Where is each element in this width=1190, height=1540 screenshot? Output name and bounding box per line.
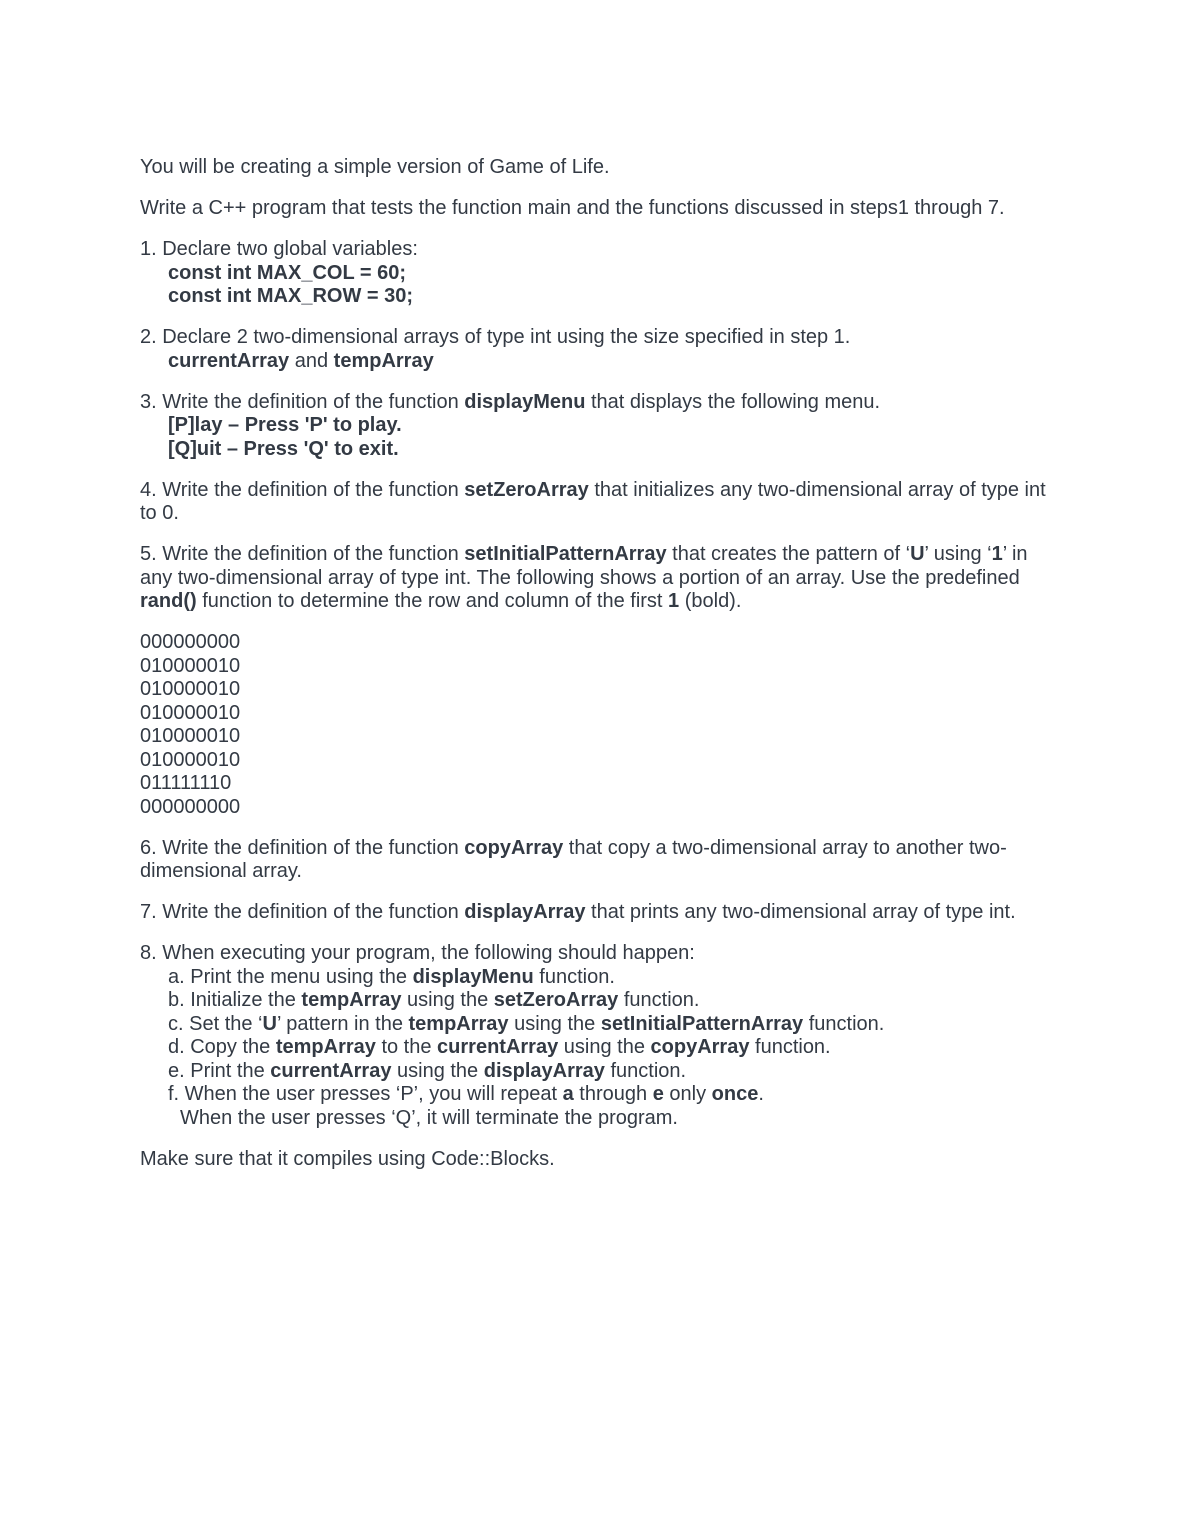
step-8e: e. Print the currentArray using the displayArray function. [168,1059,687,1082]
pattern-row: 000000000 [140,631,241,653]
task-paragraph: Write a C++ program that tests the function main and the functions discussed in steps1 through 7. [140,197,1005,219]
pattern-row: 010000010 [140,678,241,700]
pattern-row: 011111110 [140,772,232,794]
step-2-text: 2. Declare 2 two-dimensional arrays of type int using the size specified in step 1. [140,326,851,348]
intro-paragraph: You will be creating a simple version of Game of Life. [140,156,610,178]
step-8f-continuation: When the user presses ‘Q’, it will terminate the program. [180,1106,678,1129]
max-col-declaration: const int MAX_COL = 60; [168,261,407,284]
step-6 [140,837,1055,884]
pattern-grid [140,631,1055,819]
step-4 [140,479,1055,526]
step-3-text: 3. Write the definition of the function displayMenu that displays the following menu. [140,390,881,413]
pattern-row: 000000000 [140,795,241,818]
step-8d: d. Copy the tempArray to the currentArray using the copyArray function. [168,1036,831,1058]
step-8f: f. When the user presses ‘P’, you will repeat a through e only once. [168,1083,764,1105]
closing-paragraph: Make sure that it compiles using Code::Blocks. [140,1147,555,1170]
step-7-text: 7. Write the definition of the function displayArray that prints any two-dimensional array of type int. [140,901,1016,923]
pattern-row: 010000010 [140,701,241,724]
step-5 [140,543,1055,614]
pattern-row: 010000010 [140,748,241,771]
step-8 [140,942,1055,1130]
step-5-text: 5. Write the definition of the function setInitialPatternArray that creates the pattern of ‘U’ using ‘1’ in any two-dimensional array of type int. The following shows a portion of an array. Use the predefined rand() function to determine the row and column of the first 1 (bold). [140,543,1028,612]
step-7 [140,901,1055,925]
step-3 [140,391,1055,462]
pattern-row: 010000010 [140,654,241,677]
menu-option-play: [P]lay – Press 'P' to play. [168,414,402,436]
document-body [140,156,1055,1189]
step-8b: b. Initialize the tempArray using the setZeroArray function. [168,989,700,1011]
step-4-text: 4. Write the definition of the function setZeroArray that initializes any two-dimensional array of type int to 0. [140,478,1046,524]
step-1-text: 1. Declare two global variables: [140,238,418,260]
step-1 [140,238,1055,309]
pattern-row: 010000010 [140,725,241,747]
step-8c: c. Set the ‘U’ pattern in the tempArray using the setInitialPatternArray function. [168,1012,885,1035]
step-8a: a. Print the menu using the displayMenu function. [168,965,615,988]
step-6-text: 6. Write the definition of the function copyArray that copy a two-dimensional array to another two-dimensional array. [140,836,1007,882]
step-2 [140,326,1055,373]
max-row-declaration: const int MAX_ROW = 30; [168,285,414,307]
array-names: currentArray and tempArray [168,349,434,372]
menu-option-quit: [Q]uit – Press 'Q' to exit. [168,437,399,460]
step-8-text: 8. When executing your program, the following should happen: [140,942,695,964]
